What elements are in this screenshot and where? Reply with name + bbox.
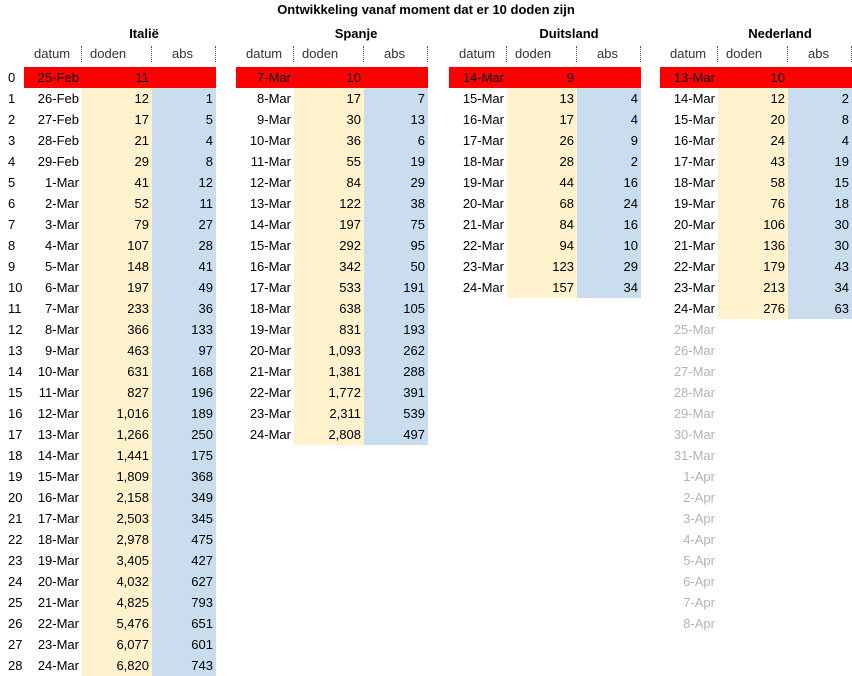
row-index: 26: [8, 616, 23, 631]
cell-datum-future[interactable]: 5-Apr: [683, 553, 715, 568]
cell-datum[interactable]: 10-Mar: [37, 364, 79, 379]
cell-abs[interactable]: 4: [577, 88, 641, 109]
country-name-3: Duitsland: [539, 26, 599, 41]
header-separator: [576, 46, 577, 62]
cell-doden[interactable]: 136: [718, 235, 788, 256]
cell-abs[interactable]: [152, 67, 216, 88]
cell-abs[interactable]: [788, 67, 852, 88]
cell-abs[interactable]: 18: [788, 193, 852, 214]
cell-abs[interactable]: 601: [152, 634, 216, 655]
cell-datum-future[interactable]: 6-Apr: [683, 574, 715, 589]
cell-doden[interactable]: 106: [718, 214, 788, 235]
cell-doden[interactable]: 2,808: [294, 424, 364, 445]
cell-doden[interactable]: 52: [82, 193, 152, 214]
header-datum: datum: [459, 46, 496, 61]
header-separator: [787, 46, 788, 62]
cell-abs[interactable]: 30: [788, 214, 852, 235]
header-doden: doden: [302, 46, 339, 61]
cell-doden[interactable]: 5,476: [82, 613, 152, 634]
cell-datum[interactable]: 16-Mar: [462, 112, 504, 127]
row-index: 11: [8, 301, 22, 316]
cell-datum[interactable]: 11-Mar: [250, 154, 291, 169]
cell-doden[interactable]: 342: [294, 256, 364, 277]
cell-doden[interactable]: 1,772: [294, 382, 364, 403]
header-doden: doden: [90, 46, 127, 61]
cell-abs[interactable]: 24: [577, 193, 641, 214]
cell-doden[interactable]: 213: [718, 277, 788, 298]
cell-doden[interactable]: 122: [294, 193, 364, 214]
cell-datum[interactable]: 19-Mar: [673, 196, 715, 211]
cell-datum[interactable]: 22-Mar: [462, 238, 504, 253]
cell-abs[interactable]: 6: [364, 130, 428, 151]
cell-doden[interactable]: 17: [294, 88, 364, 109]
cell-doden[interactable]: 631: [82, 361, 152, 382]
row-index: 5: [8, 175, 16, 190]
cell-doden[interactable]: 94: [507, 235, 577, 256]
cell-datum[interactable]: 17-Mar: [462, 133, 504, 148]
row-index: 19: [8, 469, 23, 484]
cell-abs[interactable]: 4: [577, 109, 641, 130]
cell-datum[interactable]: 11-Mar: [38, 385, 79, 400]
cell-abs[interactable]: 345: [152, 508, 216, 529]
cell-datum-future[interactable]: 27-Mar: [673, 364, 715, 379]
cell-doden[interactable]: 10: [294, 67, 364, 88]
row-index: 1: [8, 91, 16, 106]
cell-abs[interactable]: 193: [364, 319, 428, 340]
cell-doden[interactable]: 12: [718, 88, 788, 109]
cell-doden[interactable]: 179: [718, 256, 788, 277]
cell-datum[interactable]: 15-Mar: [249, 238, 291, 253]
cell-datum[interactable]: 20-Mar: [249, 343, 291, 358]
cell-datum[interactable]: 18-Mar: [249, 301, 291, 316]
cell-datum-future[interactable]: 25-Mar: [673, 322, 715, 337]
cell-doden[interactable]: 1,381: [294, 361, 364, 382]
cell-datum[interactable]: 17-Mar: [249, 280, 291, 295]
cell-doden[interactable]: 26: [507, 130, 577, 151]
cell-abs[interactable]: 13: [364, 109, 428, 130]
cell-doden[interactable]: 44: [507, 172, 577, 193]
cell-abs[interactable]: 168: [152, 361, 216, 382]
cell-doden[interactable]: 1,016: [82, 403, 152, 424]
row-index: 12: [8, 322, 23, 337]
cell-datum[interactable]: 24-Mar: [673, 301, 715, 316]
country-name-4: Nederland: [748, 26, 812, 41]
cell-doden[interactable]: 4,825: [82, 592, 152, 613]
row-index: 7: [8, 217, 16, 232]
cell-datum[interactable]: 15-Mar: [673, 112, 715, 127]
cell-datum[interactable]: 21-Mar: [462, 217, 504, 232]
header-separator: [363, 46, 364, 62]
header-datum: datum: [670, 46, 707, 61]
cell-datum[interactable]: 8-Mar: [45, 322, 79, 337]
cell-datum[interactable]: 9-Mar: [45, 343, 79, 358]
cell-doden[interactable]: 76: [718, 193, 788, 214]
cell-abs[interactable]: 349: [152, 487, 216, 508]
cell-doden[interactable]: 12: [82, 88, 152, 109]
cell-abs[interactable]: 27: [152, 214, 216, 235]
cell-doden[interactable]: 157: [507, 277, 577, 298]
cell-doden[interactable]: 197: [294, 214, 364, 235]
row-index: 17: [8, 427, 23, 442]
header-abs: abs: [808, 46, 829, 61]
cell-abs[interactable]: 651: [152, 613, 216, 634]
cell-datum[interactable]: 20-Mar: [673, 217, 715, 232]
header-separator: [215, 46, 216, 62]
cell-abs[interactable]: 41: [152, 256, 216, 277]
cell-abs[interactable]: 34: [577, 277, 641, 298]
cell-abs[interactable]: 743: [152, 655, 216, 676]
cell-doden[interactable]: 463: [82, 340, 152, 361]
cell-abs[interactable]: 497: [364, 424, 428, 445]
cell-doden[interactable]: 41: [82, 172, 152, 193]
cell-datum[interactable]: 24-Mar: [462, 280, 504, 295]
cell-datum[interactable]: 2-Mar: [45, 196, 79, 211]
cell-abs[interactable]: 5: [152, 109, 216, 130]
row-index: 23: [8, 553, 23, 568]
cell-abs[interactable]: 19: [788, 151, 852, 172]
cell-doden[interactable]: 84: [294, 172, 364, 193]
cell-abs[interactable]: 8: [152, 151, 216, 172]
cell-datum[interactable]: 7-Mar: [45, 301, 79, 316]
cell-abs[interactable]: 11: [152, 193, 216, 214]
cell-datum[interactable]: 16-Mar: [249, 259, 291, 274]
cell-datum[interactable]: 14-Mar: [37, 448, 79, 463]
cell-doden[interactable]: 29: [82, 151, 152, 172]
row-index: 16: [8, 406, 23, 421]
cell-datum[interactable]: 23-Mar: [249, 406, 291, 421]
cell-datum-future[interactable]: 3-Apr: [683, 511, 715, 526]
cell-abs[interactable]: 50: [364, 256, 428, 277]
cell-abs[interactable]: 29: [364, 172, 428, 193]
cell-doden[interactable]: 366: [82, 319, 152, 340]
row-index: 8: [8, 238, 16, 253]
cell-datum[interactable]: 23-Mar: [37, 637, 79, 652]
cell-datum-future[interactable]: 1-Apr: [683, 469, 715, 484]
cell-datum-future[interactable]: 8-Apr: [683, 616, 715, 631]
header-doden: doden: [726, 46, 763, 61]
row-index: 4: [8, 154, 16, 169]
cell-datum[interactable]: 8-Mar: [257, 91, 291, 106]
header-separator: [81, 46, 82, 62]
header-datum: datum: [34, 46, 71, 61]
header-datum: datum: [246, 46, 283, 61]
cell-datum[interactable]: 18-Mar: [673, 175, 715, 190]
cell-doden[interactable]: 831: [294, 319, 364, 340]
cell-abs[interactable]: 133: [152, 319, 216, 340]
cell-abs[interactable]: 29: [577, 256, 641, 277]
cell-datum[interactable]: 19-Mar: [249, 322, 291, 337]
cell-abs[interactable]: [364, 67, 428, 88]
row-index: 10: [8, 280, 23, 295]
cell-doden[interactable]: 533: [294, 277, 364, 298]
cell-abs[interactable]: 175: [152, 445, 216, 466]
cell-datum[interactable]: 27-Feb: [37, 112, 79, 127]
cell-doden[interactable]: 10: [718, 67, 788, 88]
row-index: 2: [8, 112, 16, 127]
cell-abs[interactable]: 2: [788, 88, 852, 109]
cell-abs[interactable]: 191: [364, 277, 428, 298]
cell-abs[interactable]: 15: [788, 172, 852, 193]
header-separator: [293, 46, 294, 62]
cell-doden[interactable]: 20: [718, 109, 788, 130]
cell-datum[interactable]: 16-Mar: [673, 133, 715, 148]
cell-abs[interactable]: 288: [364, 361, 428, 382]
header-separator: [717, 46, 718, 62]
cell-datum[interactable]: 19-Mar: [462, 175, 504, 190]
header-separator: [151, 46, 152, 62]
cell-doden[interactable]: 24: [718, 130, 788, 151]
cell-abs[interactable]: 105: [364, 298, 428, 319]
cell-doden[interactable]: 30: [294, 109, 364, 130]
cell-doden[interactable]: 84: [507, 214, 577, 235]
cell-abs[interactable]: 16: [577, 172, 641, 193]
cell-datum[interactable]: 21-Mar: [249, 364, 291, 379]
cell-abs[interactable]: 75: [364, 214, 428, 235]
cell-abs[interactable]: 36: [152, 298, 216, 319]
row-index: 20: [8, 490, 23, 505]
cell-abs[interactable]: 262: [364, 340, 428, 361]
row-index: 24: [8, 574, 23, 589]
cell-datum[interactable]: 1-Mar: [45, 175, 79, 190]
cell-doden[interactable]: 21: [82, 130, 152, 151]
cell-datum[interactable]: 3-Mar: [45, 217, 79, 232]
cell-datum[interactable]: 22-Mar: [37, 616, 79, 631]
cell-datum[interactable]: 25-Feb: [24, 67, 82, 88]
cell-abs[interactable]: 196: [152, 382, 216, 403]
cell-abs[interactable]: 63: [788, 298, 852, 319]
cell-abs[interactable]: 34: [788, 277, 852, 298]
row-index: 22: [8, 532, 23, 547]
cell-datum[interactable]: 22-Mar: [249, 385, 291, 400]
cell-datum-future[interactable]: 30-Mar: [673, 427, 715, 442]
cell-abs[interactable]: 19: [364, 151, 428, 172]
cell-datum-future[interactable]: 4-Apr: [683, 532, 715, 547]
cell-datum-future[interactable]: 28-Mar: [673, 385, 715, 400]
cell-doden[interactable]: 6,077: [82, 634, 152, 655]
cell-doden[interactable]: 1,266: [82, 424, 152, 445]
row-index: 15: [8, 385, 23, 400]
cell-datum[interactable]: 21-Mar: [37, 595, 79, 610]
row-index: 14: [8, 364, 23, 379]
cell-datum[interactable]: 18-Mar: [462, 154, 504, 169]
cell-abs[interactable]: 391: [364, 382, 428, 403]
cell-doden[interactable]: 292: [294, 235, 364, 256]
cell-abs[interactable]: 97: [152, 340, 216, 361]
cell-datum[interactable]: 12-Mar: [37, 406, 79, 421]
row-index: 13: [8, 343, 23, 358]
cell-abs[interactable]: 43: [788, 256, 852, 277]
cell-doden[interactable]: 4,032: [82, 571, 152, 592]
cell-datum[interactable]: 29-Feb: [37, 154, 79, 169]
cell-datum[interactable]: 20-Mar: [37, 574, 79, 589]
cell-doden[interactable]: 28: [507, 151, 577, 172]
header-separator: [506, 46, 507, 62]
cell-datum[interactable]: 22-Mar: [673, 259, 715, 274]
cell-datum[interactable]: 5-Mar: [45, 259, 79, 274]
cell-doden[interactable]: 2,503: [82, 508, 152, 529]
cell-datum-future[interactable]: 2-Apr: [683, 490, 715, 505]
cell-abs[interactable]: 8: [788, 109, 852, 130]
cell-abs[interactable]: 7: [364, 88, 428, 109]
cell-doden[interactable]: 3,405: [82, 550, 152, 571]
header-separator: [640, 46, 641, 62]
cell-datum[interactable]: 14-Mar: [449, 67, 507, 88]
cell-datum[interactable]: 20-Mar: [462, 196, 504, 211]
cell-abs[interactable]: 16: [577, 214, 641, 235]
header-separator: [427, 46, 428, 62]
cell-doden[interactable]: 17: [82, 109, 152, 130]
cell-datum[interactable]: 6-Mar: [45, 280, 79, 295]
cell-abs[interactable]: 427: [152, 550, 216, 571]
cell-datum[interactable]: 21-Mar: [673, 238, 715, 253]
cell-doden[interactable]: 107: [82, 235, 152, 256]
header-abs: abs: [172, 46, 193, 61]
cell-datum[interactable]: 14-Mar: [249, 217, 291, 232]
cell-doden[interactable]: 2,158: [82, 487, 152, 508]
cell-doden[interactable]: 638: [294, 298, 364, 319]
cell-abs[interactable]: 793: [152, 592, 216, 613]
cell-datum[interactable]: 26-Feb: [37, 91, 79, 106]
cell-doden[interactable]: 197: [82, 277, 152, 298]
cell-datum[interactable]: 13-Mar: [249, 196, 291, 211]
cell-datum-future[interactable]: 31-Mar: [673, 448, 715, 463]
cell-doden[interactable]: 36: [294, 130, 364, 151]
row-index: 21: [8, 511, 23, 526]
cell-abs[interactable]: 250: [152, 424, 216, 445]
cell-doden[interactable]: 233: [82, 298, 152, 319]
cell-doden[interactable]: 68: [507, 193, 577, 214]
cell-datum[interactable]: 28-Feb: [37, 133, 79, 148]
cell-abs[interactable]: [577, 67, 641, 88]
cell-datum-future[interactable]: 29-Mar: [673, 406, 715, 421]
cell-abs[interactable]: 4: [788, 130, 852, 151]
cell-doden[interactable]: 2,311: [294, 403, 364, 424]
cell-datum[interactable]: 23-Mar: [462, 259, 504, 274]
cell-abs[interactable]: 49: [152, 277, 216, 298]
cell-doden[interactable]: 58: [718, 172, 788, 193]
cell-doden[interactable]: 1,441: [82, 445, 152, 466]
cell-doden[interactable]: 2,978: [82, 529, 152, 550]
cell-abs[interactable]: 627: [152, 571, 216, 592]
cell-datum[interactable]: 24-Mar: [37, 658, 79, 673]
cell-abs[interactable]: 10: [577, 235, 641, 256]
header-abs: abs: [597, 46, 618, 61]
cell-abs[interactable]: 368: [152, 466, 216, 487]
cell-datum[interactable]: 24-Mar: [249, 427, 291, 442]
cell-datum-future[interactable]: 7-Apr: [683, 595, 715, 610]
row-index: 0: [8, 70, 16, 85]
cell-doden[interactable]: 148: [82, 256, 152, 277]
cell-datum[interactable]: 16-Mar: [37, 490, 79, 505]
cell-abs[interactable]: 38: [364, 193, 428, 214]
cell-datum[interactable]: 17-Mar: [673, 154, 715, 169]
cell-abs[interactable]: 30: [788, 235, 852, 256]
cell-datum[interactable]: 19-Mar: [37, 553, 79, 568]
cell-abs[interactable]: 95: [364, 235, 428, 256]
sheet-title: Ontwikkeling vanaf moment dat er 10 doden zijn: [277, 2, 575, 17]
cell-doden[interactable]: 79: [82, 214, 152, 235]
cell-datum[interactable]: 14-Mar: [673, 91, 715, 106]
cell-datum[interactable]: 7-Mar: [236, 67, 294, 88]
cell-doden[interactable]: 9: [507, 67, 577, 88]
cell-abs[interactable]: 1: [152, 88, 216, 109]
cell-datum[interactable]: 13-Mar: [660, 67, 718, 88]
cell-datum[interactable]: 17-Mar: [37, 511, 79, 526]
cell-abs[interactable]: 539: [364, 403, 428, 424]
cell-abs[interactable]: 2: [577, 151, 641, 172]
cell-abs[interactable]: 12: [152, 172, 216, 193]
cell-datum[interactable]: 9-Mar: [257, 112, 291, 127]
cell-abs[interactable]: 475: [152, 529, 216, 550]
cell-doden[interactable]: 43: [718, 151, 788, 172]
header-abs: abs: [384, 46, 405, 61]
cell-doden[interactable]: 6,820: [82, 655, 152, 676]
cell-datum[interactable]: 13-Mar: [37, 427, 79, 442]
cell-abs[interactable]: 28: [152, 235, 216, 256]
cell-doden[interactable]: 276: [718, 298, 788, 319]
cell-abs[interactable]: 4: [152, 130, 216, 151]
row-index: 27: [8, 637, 23, 652]
cell-doden[interactable]: 17: [507, 109, 577, 130]
cell-doden[interactable]: 827: [82, 382, 152, 403]
cell-datum[interactable]: 18-Mar: [37, 532, 79, 547]
header-doden: doden: [515, 46, 552, 61]
cell-datum[interactable]: 12-Mar: [249, 175, 291, 190]
cell-doden[interactable]: 1,093: [294, 340, 364, 361]
cell-datum[interactable]: 23-Mar: [673, 280, 715, 295]
cell-datum[interactable]: 4-Mar: [45, 238, 79, 253]
row-index: 28: [8, 658, 23, 673]
cell-abs[interactable]: 9: [577, 130, 641, 151]
row-index: 18: [8, 448, 23, 463]
row-index: 3: [8, 133, 16, 148]
cell-datum[interactable]: 10-Mar: [249, 133, 291, 148]
country-name-1: Italië: [129, 26, 159, 41]
row-index: 9: [8, 259, 16, 274]
row-index: 6: [8, 196, 16, 211]
cell-doden[interactable]: 55: [294, 151, 364, 172]
cell-datum-future[interactable]: 26-Mar: [673, 343, 715, 358]
cell-doden[interactable]: 1,809: [82, 466, 152, 487]
cell-datum[interactable]: 15-Mar: [462, 91, 504, 106]
cell-datum[interactable]: 15-Mar: [37, 469, 79, 484]
country-name-2: Spanje: [334, 26, 378, 41]
cell-doden[interactable]: 123: [507, 256, 577, 277]
cell-doden[interactable]: 11: [82, 67, 152, 88]
cell-doden[interactable]: 13: [507, 88, 577, 109]
cell-abs[interactable]: 189: [152, 403, 216, 424]
row-index: 25: [8, 595, 23, 610]
